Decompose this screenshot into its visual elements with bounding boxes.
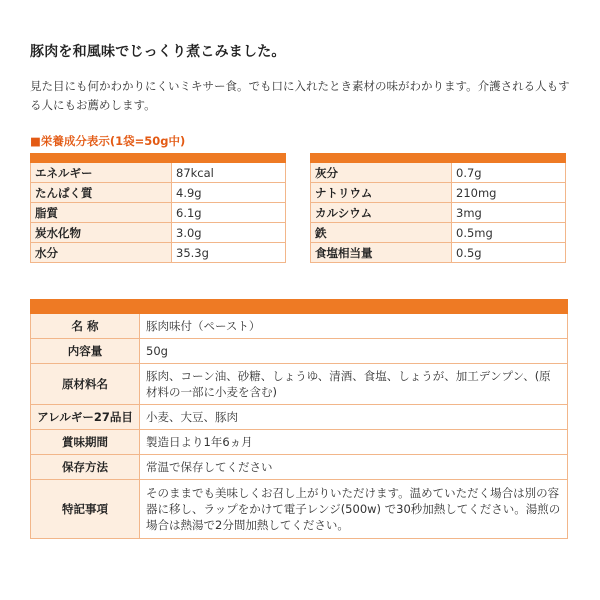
- spec-value: 小麦、大豆、豚肉: [140, 405, 568, 430]
- spec-value: そのままでも美味しくお召し上がりいただけます。温めていただく場合は別の容器に移し、ラップをかけて電子レンジ(500w) で30秒加熱してください。湯煎の場合は熱湯で2分間加熱してください。: [140, 480, 568, 539]
- nutrition-value: 0.7g: [452, 158, 566, 183]
- nutrition-row: [311, 183, 566, 203]
- nutrition-value: 3mg: [452, 203, 566, 223]
- nutrition-key: ナトリウム: [311, 183, 452, 203]
- nutrition-value: 210mg: [452, 183, 566, 203]
- spec-value: 50g: [140, 339, 568, 364]
- nutrition-table-right: [310, 153, 566, 263]
- nutrition-value: 0.5mg: [452, 223, 566, 243]
- spec-row-shelf-life: [31, 430, 568, 455]
- nutrition-value: 87kcal: [172, 158, 286, 183]
- spec-key: 賞味期間: [31, 430, 140, 455]
- nutrition-value: 35.3g: [172, 243, 286, 263]
- spec-key: 名 称: [31, 307, 140, 339]
- nutrition-value: 0.5g: [452, 243, 566, 263]
- spec-value: 常温で保存してください: [140, 455, 568, 480]
- nutrition-key: たんぱく質: [31, 183, 172, 203]
- nutrition-row: [311, 223, 566, 243]
- spec-row-allergens: [31, 405, 568, 430]
- nutrition-key: 水分: [31, 243, 172, 263]
- spec-value: 豚肉、コーン油、砂糖、しょうゆ、清酒、食塩、しょうが、加工デンプン、(原材料の一部に小麦を含む): [140, 364, 568, 405]
- nutrition-key: 灰分: [311, 158, 452, 183]
- nutrition-section-label: ■栄養成分表示(1袋=50g中): [30, 134, 186, 148]
- nutrition-table-left: [30, 153, 286, 263]
- spec-key: アレルギー27品目: [31, 405, 140, 430]
- nutrition-row: [31, 203, 286, 223]
- product-spec-table: [30, 299, 568, 539]
- spec-key: 保存方法: [31, 455, 140, 480]
- nutrition-value: 6.1g: [172, 203, 286, 223]
- spec-row-storage: [31, 455, 568, 480]
- spec-key: 原材料名: [31, 364, 140, 405]
- nutrition-value: 4.9g: [172, 183, 286, 203]
- nutrition-key: 炭水化物: [31, 223, 172, 243]
- nutrition-row: [31, 183, 286, 203]
- nutrition-value: 3.0g: [172, 223, 286, 243]
- spec-value: 製造日より1年6ヵ月: [140, 430, 568, 455]
- spec-key: 特記事項: [31, 480, 140, 539]
- nutrition-row: [31, 223, 286, 243]
- nutrition-row: [311, 243, 566, 263]
- spec-key: 内容量: [31, 339, 140, 364]
- nutrition-row: [31, 158, 286, 183]
- nutrition-key: カルシウム: [311, 203, 452, 223]
- nutrition-key: 鉄: [311, 223, 452, 243]
- nutrition-key: エネルギー: [31, 158, 172, 183]
- nutrition-row: [31, 243, 286, 263]
- spec-row-ingredients: [31, 364, 568, 405]
- product-description: 見た目にも何かわかりにくいミキサー食。でも口に入れたとき素材の味がわかります。介護される人もする人にもお薦めします。: [30, 79, 570, 112]
- spec-row-content-amount: [31, 339, 568, 364]
- nutrition-row: [311, 203, 566, 223]
- spec-value: 豚肉味付（ペースト）: [140, 307, 568, 339]
- spec-row-notes: [31, 480, 568, 539]
- headline: 豚肉を和風味でじっくり煮こみました。: [30, 44, 286, 60]
- spec-row-name: [31, 307, 568, 339]
- nutrition-row: [311, 158, 566, 183]
- nutrition-key: 脂質: [31, 203, 172, 223]
- nutrition-key: 食塩相当量: [311, 243, 452, 263]
